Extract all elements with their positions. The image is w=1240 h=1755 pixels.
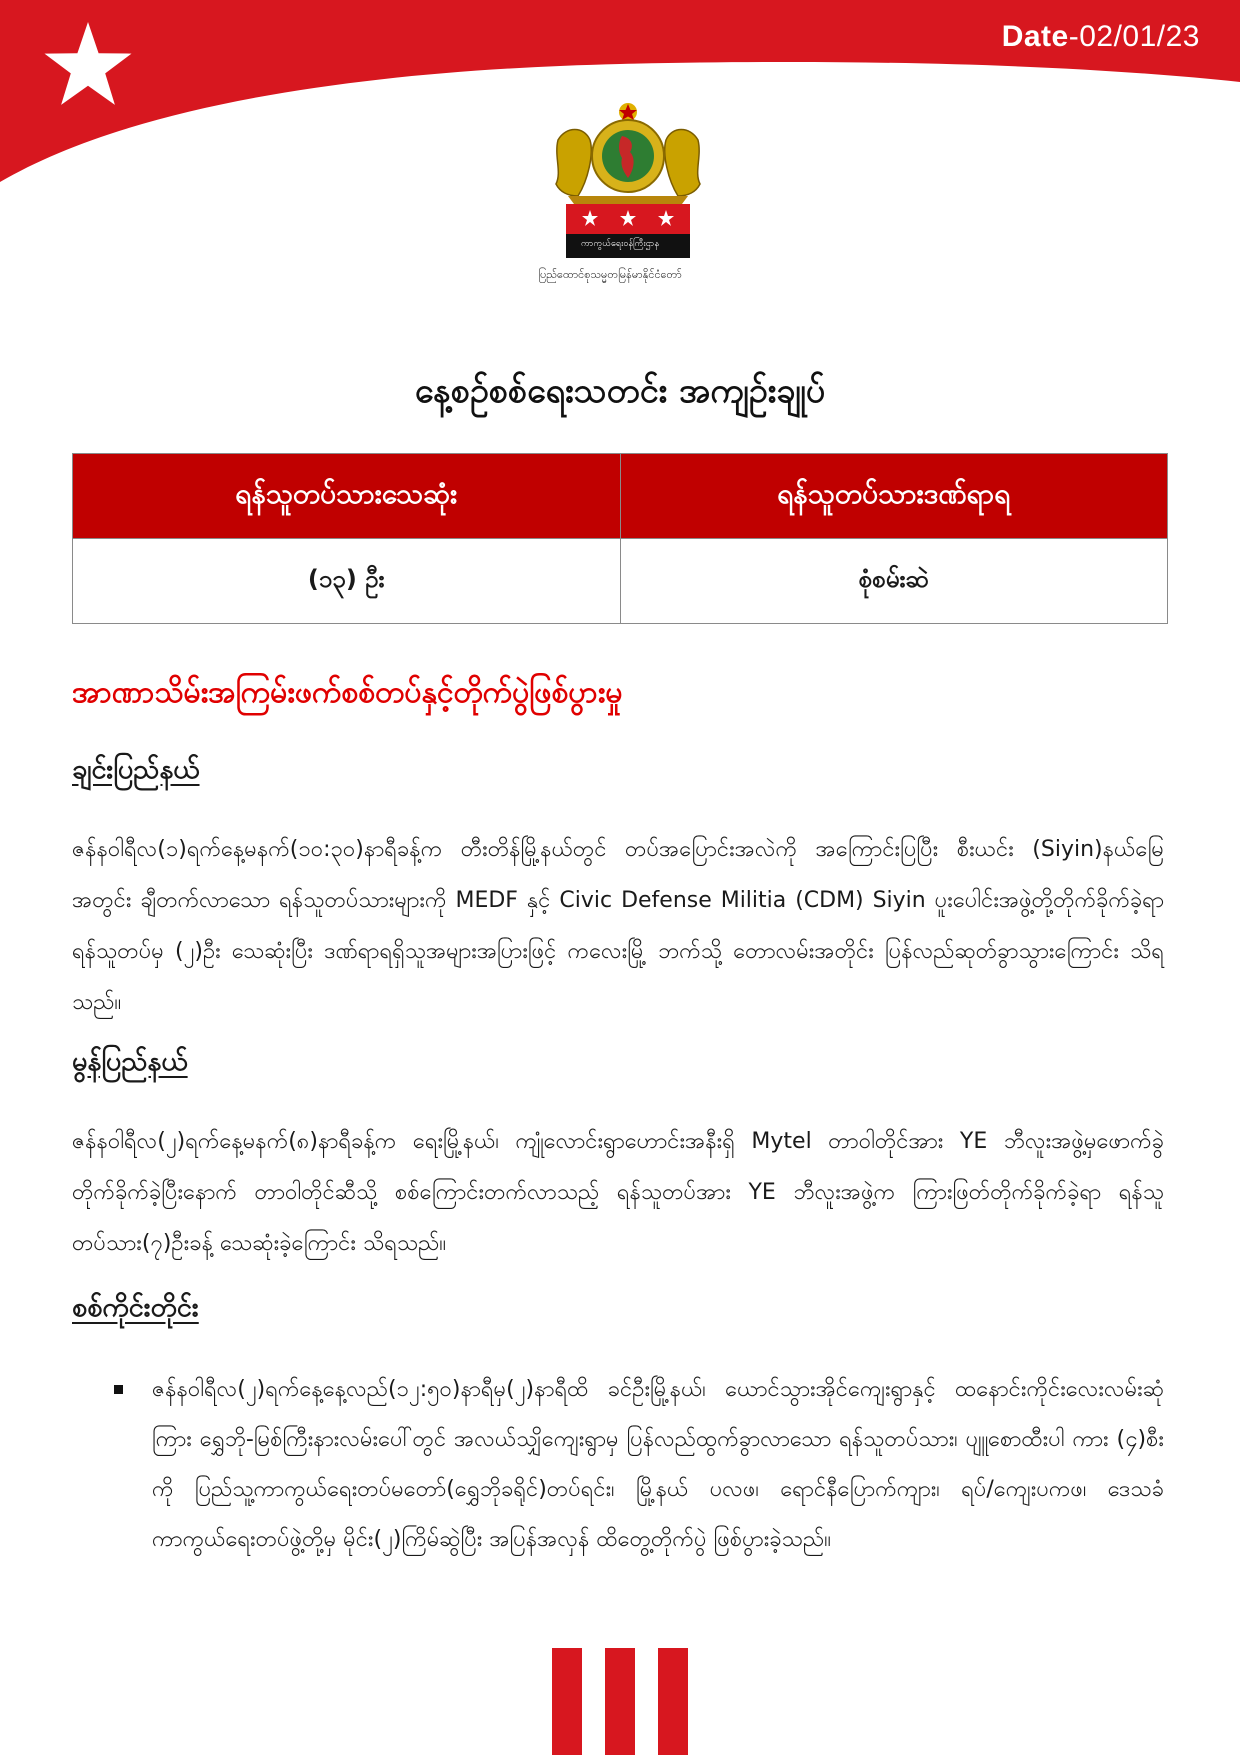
table-header-row (73, 454, 1168, 539)
region-heading-chin: ချင်းပြည်နယ် (72, 754, 200, 785)
list-item (110, 1365, 1164, 1565)
footer-bar-3 (658, 1648, 688, 1755)
region-paragraph-mon: ဇန်နဝါရီလ(၂)ရက်နေ့မနက်(၈)နာရီခန့်က ရေးမြို့နယ်၊ ကျုံလောင်းရွာဟောင်းအနီးရှိ Mytel တာဝါတိုင်အား YE ဘီလူးအဖွဲ့မှဖောက်ခွဲတိုက်ခိုက်ခဲ့ပြီးနောက် တာဝါတိုင်ဆီသို့ စစ်ကြောင်းတက်လာသည့် ရန်သူတပ်အား YE ဘီလူးအဖွဲ့က ကြားဖြတ်တိုက်ခိုက်ခဲ့ရာ ရန်သူတပ်သား(၇)ဦးခန့် သေဆုံးခဲ့ကြောင်း သိရသည်။ (72, 1129, 1164, 1256)
casualty-summary-table (72, 453, 1168, 624)
report-title: နေ့စဉ်စစ်ရေးသတင်း အကျဉ်းချုပ် (414, 371, 826, 411)
region-heading-sagaing: စစ်ကိုင်းတိုင်း (72, 1292, 199, 1323)
header-enemy-killed: ရန်သူတပ်သားသေဆုံး (73, 454, 621, 539)
emblem-left-lion (556, 130, 591, 197)
emblem-right-lion (665, 130, 700, 197)
footer-bars (552, 1648, 688, 1755)
emblem-caption: ပြည်ထောင်စုသမ္မတမြန်မာနိုင်ငံတော် (538, 268, 682, 281)
footer-bar-2 (605, 1648, 635, 1755)
date-value: -02/01/23 (1068, 20, 1200, 53)
list-item-text: ဇန်နဝါရီလ(၂)ရက်နေ့နေ့လည်(၁၂:၅၀)နာရီမှ(၂)နာရီထိ ခင်ဦးမြို့နယ်၊ ယောင်သွားအိုင်ကျေးရွာနှင့် ထနောင်းကိုင်းလေးလမ်းဆုံကြား ရွှေဘို-မြစ်ကြီးနားလမ်းပေါ်တွင် အလယ်သျှိကျေးရွာမှ ပြန်လည်ထွက်ခွာလာသော ရန်သူတပ်သား၊ ပျူစောထီးပါ ကား (၄)စီးကို ပြည်သူ့ကာကွယ်ရေးတပ်မတော်(ရွှေဘိုခရိုင်)တပ်ရင်း၊ မြို့နယ် ပလဖ၊ ရောင်နီပြောက်ကျား၊ ရပ်/ကျေးပကဖ၊ ဒေသခံကာကွယ်ရေးတပ်ဖွဲ့တို့မှ မိုင်း(၂)ကြိမ်ဆွဲပြီး အပြန်အလှန် ထိတွေ့တိုက်ပွဲ ဖြစ်ပွားခဲ့သည်။ (152, 1377, 1164, 1552)
section-heading: အာဏာသိမ်းအကြမ်းဖက်စစ်တပ်နှင့်တိုက်ပွဲဖြစ်ပွားမှု (72, 675, 623, 710)
date-stamp (1002, 20, 1200, 54)
bullet-square-icon (114, 1385, 123, 1394)
sagaing-bullet-list (110, 1365, 1164, 1565)
emblem-base (568, 196, 688, 204)
header-enemy-wounded: ရန်သူတပ်သားဒဏ်ရာရ (620, 454, 1168, 539)
value-enemy-killed: (၁၃) ဦး (73, 539, 621, 624)
table-row (73, 539, 1168, 624)
footer-bar-1 (552, 1648, 582, 1755)
region-heading-mon: မွန်ပြည်နယ် (72, 1046, 188, 1077)
emblem-ribbon-text: ကာကွယ်ရေးဝန်ကြီးဌာန (580, 239, 660, 249)
date-label: Date (1001, 20, 1069, 53)
region-paragraph-chin: ဇန်နဝါရီလ(၁)ရက်နေ့မနက်(၁၀:၃၀)နာရီခန့်က တီးတိန်မြို့နယ်တွင် တပ်အပြောင်းအလဲကို အကြောင်းပြပြီး စီးယင်း (Siyin)နယ်မြေအတွင်း ချီတက်လာသော ရန်သူတပ်သားများကို MEDF နှင့် Civic Defense Militia (CDM) Siyin ပူးပေါင်းအဖွဲ့တို့တိုက်ခိုက်ခဲ့ရာ ရန်သူတပ်မှ (၂)ဦး သေဆုံးပြီး ဒဏ်ရာရရှိသူအများအပြားဖြင့် ကလေးမြို့ ဘက်သို့ တောလမ်းအတိုင်း ပြန်လည်ဆုတ်ခွာသွားကြောင်း သိရသည်။ (72, 837, 1164, 1015)
value-enemy-wounded: စုံစမ်းဆဲ (620, 539, 1168, 624)
